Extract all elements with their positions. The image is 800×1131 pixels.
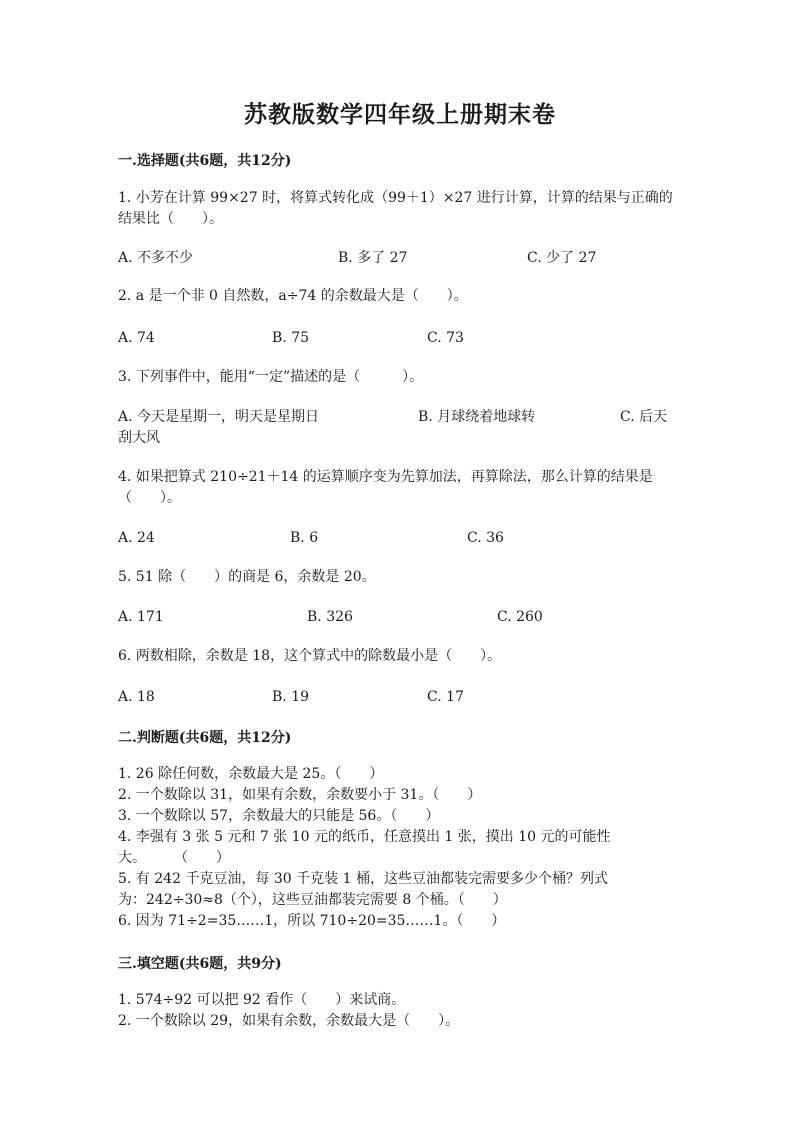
option-a: A. 24	[118, 530, 155, 546]
option-a: A. 18	[118, 689, 155, 705]
option-b: B. 75	[272, 330, 310, 346]
option-a: A. 74	[118, 330, 155, 346]
judgment-line: 为：242÷30≈8（个），这些豆油都装完需要 8 个桶。（ ）	[118, 892, 507, 908]
option-c: C. 260	[497, 609, 543, 625]
section-heading-choice: 一.选择题(共6题，共12分)	[118, 153, 292, 169]
option-b: B. 19	[272, 689, 310, 705]
option-c: C. 少了 27	[527, 250, 597, 266]
section-heading-fill: 三.填空题(共6题，共9分)	[118, 956, 282, 972]
question-text: 5. 51 除（ ）的商是 6，余数是 20。	[118, 569, 376, 585]
option-b: B. 326	[307, 609, 353, 625]
option-c: C. 后天	[620, 409, 668, 425]
fill-line: 1. 574÷92 可以把 92 看作（ ）来试商。	[118, 992, 406, 1008]
option-b: B. 多了 27	[338, 250, 408, 266]
judgment-line: 大。 （ ）	[118, 850, 230, 866]
question-text: 6. 两数相除，余数是 18，这个算式中的除数最小是（ ）。	[118, 648, 502, 664]
option-c-continued: 刮大风	[118, 430, 160, 446]
option-c: C. 36	[467, 530, 504, 546]
section-heading-judgment: 二.判断题(共6题，共12分)	[118, 730, 292, 746]
judgment-line: 4. 李强有 3 张 5 元和 7 张 10 元的纸币，任意摸出 1 张，摸出 10 元的可能性	[118, 829, 611, 845]
judgment-line: 5. 有 242 千克豆油，每 30 千克装 1 桶，这些豆油都装完需要多少个桶？列式	[118, 871, 608, 887]
option-a: A. 不多不少	[118, 250, 194, 266]
option-b: B. 6	[290, 530, 319, 546]
option-a: A. 今天是星期一，明天是星期日	[118, 409, 320, 425]
option-c: C. 17	[427, 689, 464, 705]
question-text: 2. a 是一个非 0 自然数，a÷74 的余数最大是（ ）。	[118, 288, 468, 304]
question-text: 4. 如果把算式 210÷21＋14 的运算顺序变为先算加法，再算除法，那么计算的结果是（ ）。	[118, 469, 653, 506]
judgment-line: 2. 一个数除以 31，如果有余数，余数要小于 31。（ ）	[118, 787, 482, 803]
judgment-line: 3. 一个数除以 57，余数最大的只能是 56。（ ）	[118, 808, 440, 824]
exam-title: 苏教版数学四年级上册期末卷	[244, 101, 556, 128]
judgment-line: 1. 26 除任何数，余数最大是 25。（ ）	[118, 766, 384, 782]
fill-line: 2. 一个数除以 29，如果有余数，余数最大是（ ）。	[118, 1013, 460, 1029]
question-text: 1. 小芳在计算 99×27 时，将算式转化成（99＋1）×27 进行计算，计算的结果与正确的结果比（ ）。	[118, 190, 673, 227]
question-text: 3. 下列事件中，能用“一定”描述的是（ ）。	[118, 369, 424, 385]
option-b: B. 月球绕着地球转	[418, 409, 536, 425]
option-c: C. 73	[427, 330, 464, 346]
option-a: A. 171	[118, 609, 164, 625]
judgment-line: 6. 因为 71÷2=35……1，所以 710÷20=35……1。（ ）	[118, 913, 506, 929]
